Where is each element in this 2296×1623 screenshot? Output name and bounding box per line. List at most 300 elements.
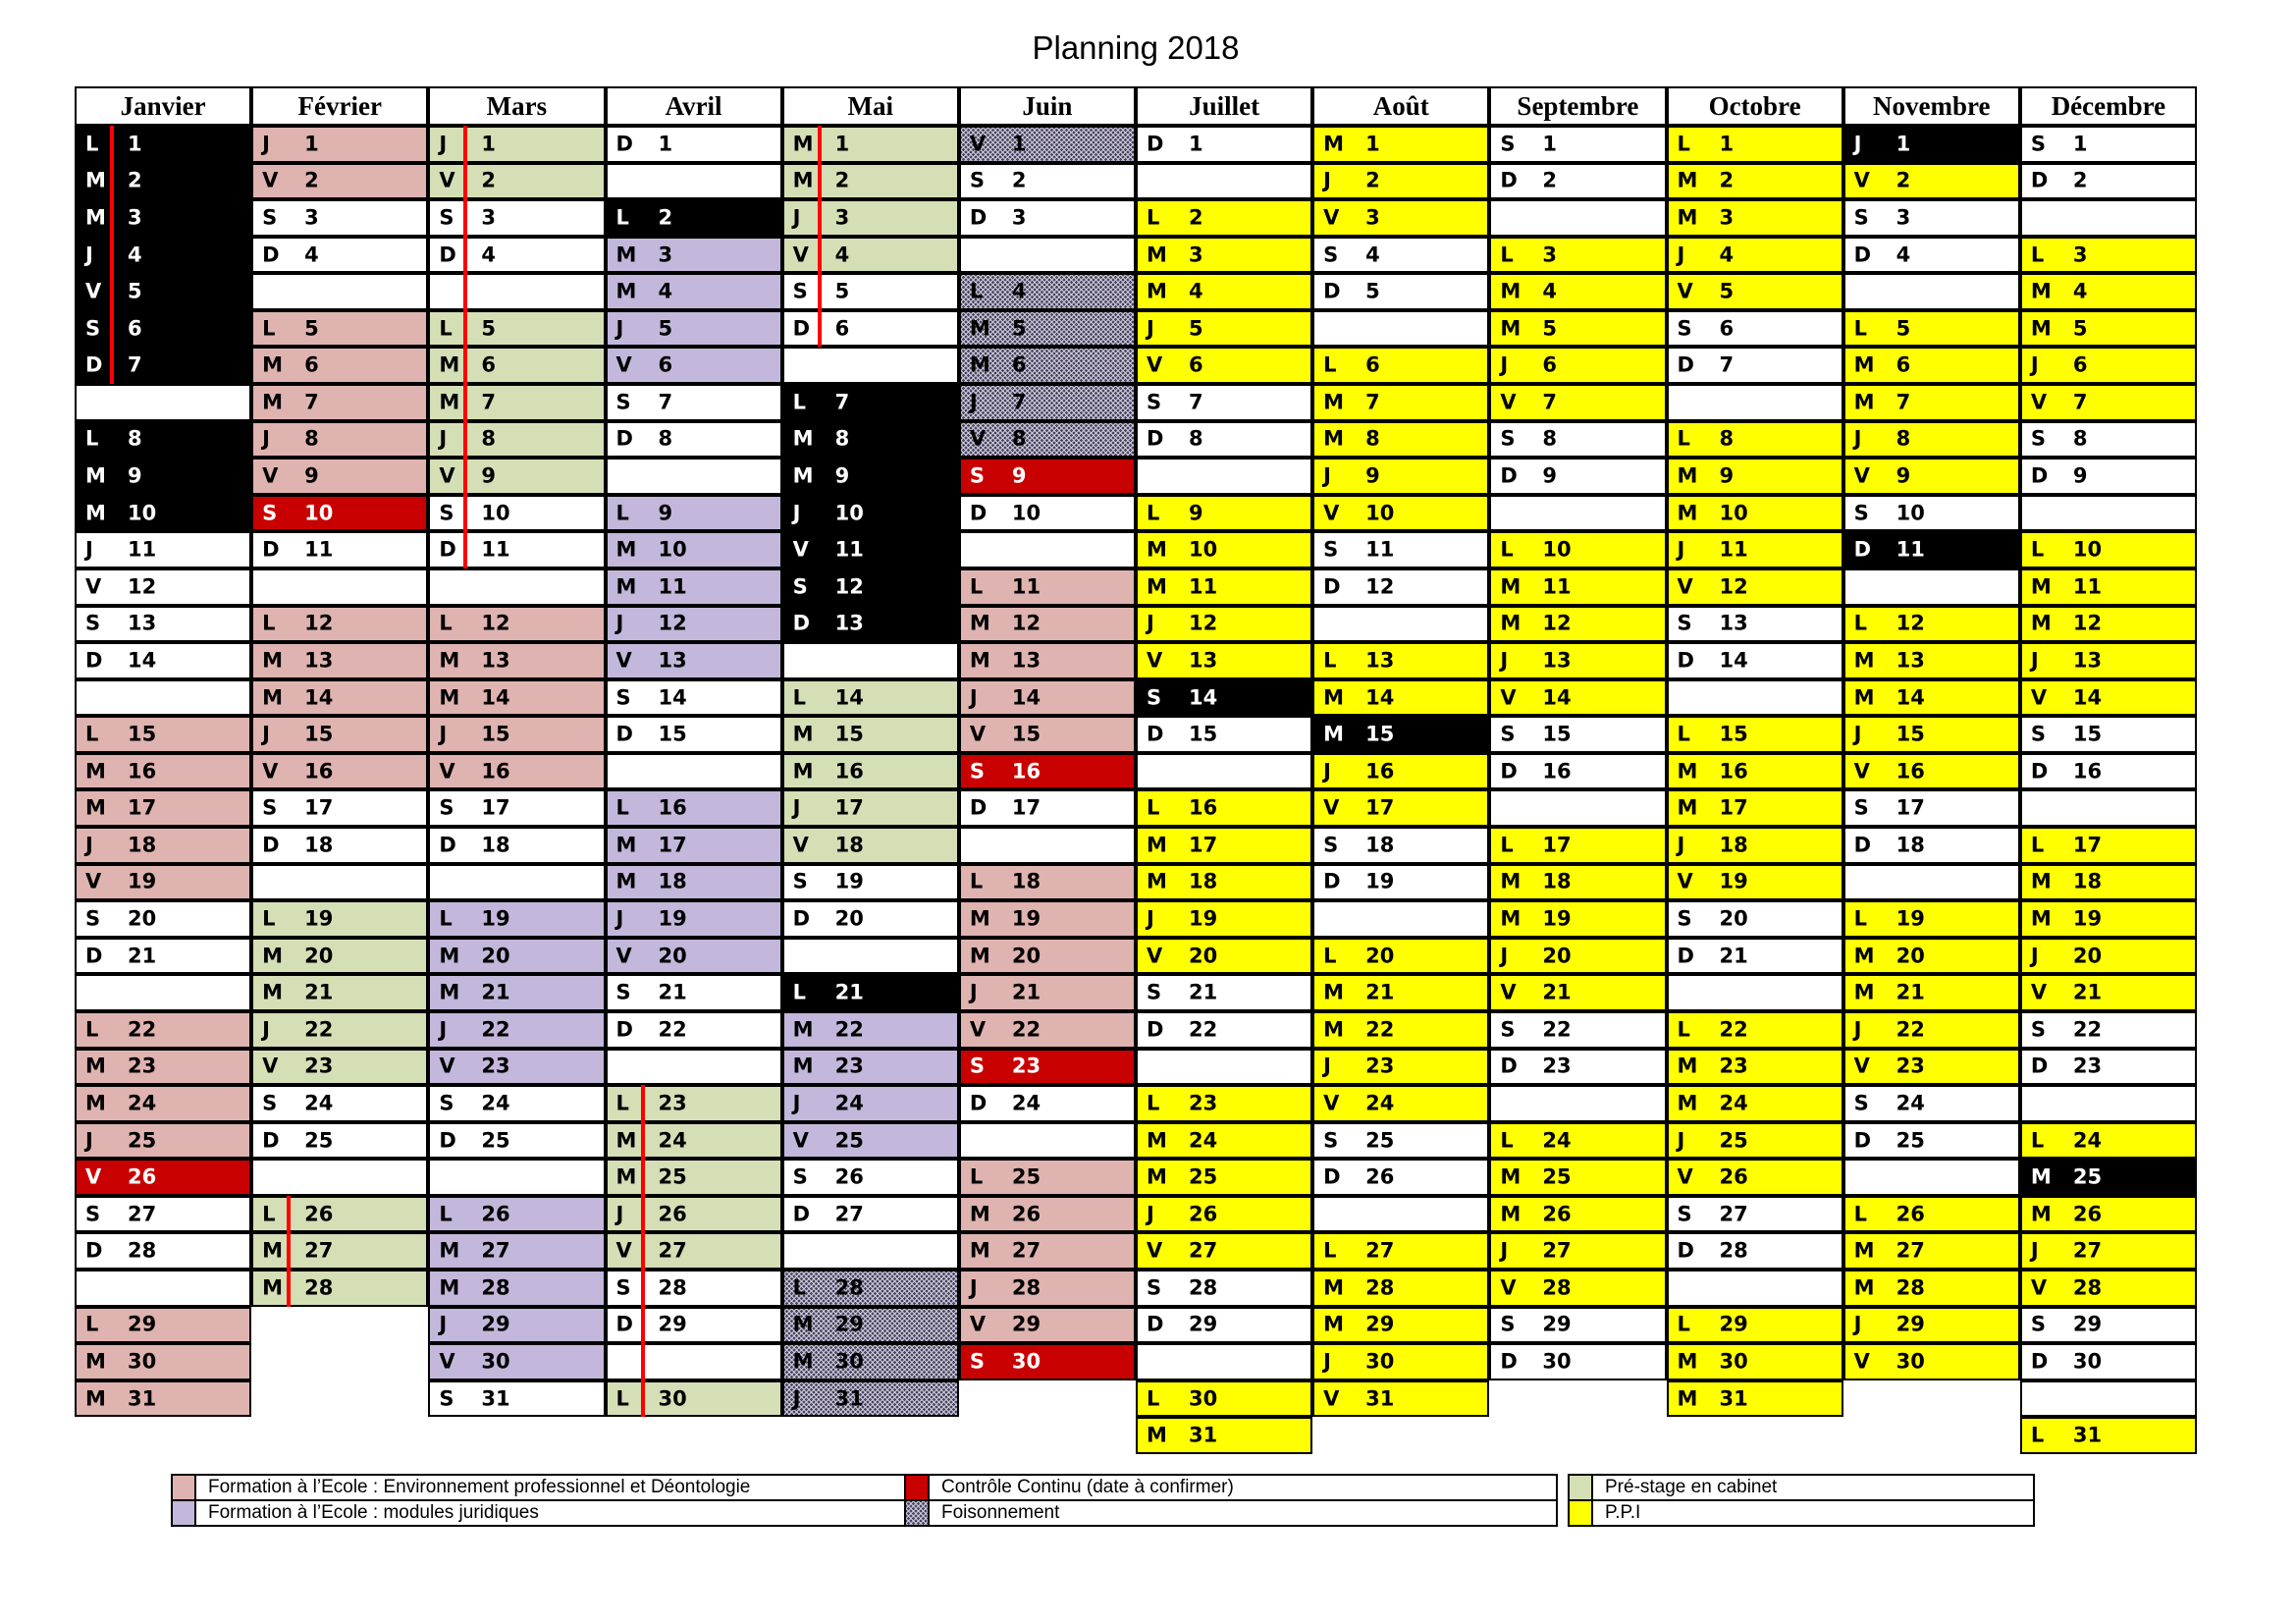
day-number: 12 (1189, 611, 1218, 635)
day-number: 2 (1896, 168, 1911, 192)
day-number: 4 (128, 243, 142, 267)
day-cell (1667, 458, 1843, 495)
day-letter: J (969, 685, 978, 710)
day-number: 25 (1542, 1164, 1572, 1189)
day-letter: J (792, 205, 801, 230)
day-cell (1843, 1307, 2020, 1344)
day-letter: V (1677, 1164, 1693, 1189)
day-cell (428, 1343, 605, 1380)
day-letter: M (615, 243, 637, 267)
day-number: 15 (128, 722, 157, 746)
day-number: 1 (1011, 132, 1027, 156)
day-letter: D (2030, 168, 2049, 192)
day-number: 13 (304, 648, 334, 673)
day-number: 3 (481, 205, 496, 230)
day-cell (1843, 1085, 2020, 1122)
day-number: 10 (128, 501, 157, 525)
day-letter: M (1323, 426, 1345, 451)
day-cell (606, 606, 782, 643)
day-number: 19 (1542, 906, 1572, 931)
day-letter: L (1853, 906, 1868, 931)
day-cell (75, 1196, 251, 1233)
day-cell (1136, 789, 1312, 827)
day-cell (1843, 495, 2020, 532)
day-cell (428, 606, 605, 643)
day-letter: M (1677, 501, 1698, 525)
day-letter: J (1853, 132, 1862, 156)
blank-cell (2020, 199, 2197, 237)
day-cell (959, 1343, 1136, 1380)
day-number: 20 (1189, 944, 1218, 968)
day-cell (75, 568, 251, 606)
day-cell (251, 199, 428, 237)
day-letter: M (1323, 1275, 1345, 1300)
day-letter: M (2030, 279, 2052, 303)
legend-group (171, 1474, 927, 1527)
red-period-line (463, 199, 467, 237)
day-letter: L (262, 316, 276, 341)
day-cell (1312, 974, 1489, 1011)
day-number: 18 (1542, 869, 1572, 893)
day-number: 12 (1896, 611, 1925, 635)
day-number: 4 (1189, 279, 1203, 303)
day-letter: M (969, 611, 990, 635)
day-letter: M (1500, 574, 1522, 599)
legend-swatch (171, 1499, 196, 1527)
day-number: 5 (1719, 279, 1735, 303)
day-letter: V (969, 1017, 987, 1042)
day-cell (1843, 679, 2020, 717)
red-period-line (818, 126, 822, 163)
day-number: 17 (304, 795, 334, 820)
day-cell (1843, 126, 2020, 163)
day-cell (606, 1270, 782, 1307)
day-cell (606, 384, 782, 421)
day-number: 1 (2072, 132, 2088, 156)
day-cell (1489, 1122, 1666, 1160)
day-number: 5 (128, 279, 142, 303)
day-cell (75, 642, 251, 679)
day-cell (1667, 126, 1843, 163)
day-cell (606, 273, 782, 310)
day-letter: D (262, 1128, 280, 1153)
day-letter: D (2030, 463, 2049, 488)
day-number: 27 (2072, 1238, 2103, 1263)
day-cell (959, 1085, 1136, 1122)
day-number: 29 (1896, 1312, 1925, 1336)
day-number: 21 (1011, 980, 1041, 1004)
day-letter: V (792, 1128, 809, 1153)
legend-label: Formation à l’Ecole : Environnement professionnel et Déontologie (194, 1474, 927, 1501)
day-letter: D (1677, 648, 1694, 673)
legend-swatch (904, 1474, 930, 1501)
day-number: 23 (1719, 1054, 1748, 1078)
red-period-line (641, 1085, 645, 1122)
day-cell (1136, 126, 1312, 163)
day-letter: L (1323, 1238, 1337, 1263)
day-letter: V (439, 1054, 455, 1078)
day-cell (782, 1270, 959, 1307)
day-number: 21 (1365, 980, 1395, 1004)
day-cell (1312, 1380, 1489, 1418)
day-cell (606, 237, 782, 274)
red-period-line (110, 199, 114, 237)
blank-cell (1312, 1196, 1489, 1233)
day-cell (1136, 1270, 1312, 1307)
day-cell (782, 606, 959, 643)
day-cell (606, 568, 782, 606)
day-number: 15 (2072, 722, 2103, 746)
day-cell (782, 1196, 959, 1233)
day-number: 29 (834, 1312, 864, 1336)
day-cell (1843, 716, 2020, 753)
day-number: 8 (1896, 426, 1911, 451)
day-number: 14 (128, 648, 157, 673)
day-number: 6 (1365, 352, 1380, 377)
day-cell (606, 1011, 782, 1049)
day-number: 6 (128, 316, 142, 341)
day-cell (2020, 1196, 2197, 1233)
day-letter: L (969, 869, 984, 893)
blank-cell (251, 568, 428, 606)
day-number: 16 (1542, 759, 1572, 784)
day-cell (75, 199, 251, 237)
day-number: 4 (304, 243, 319, 267)
day-cell (75, 1232, 251, 1270)
day-number: 3 (658, 243, 673, 267)
day-cell (2020, 1122, 2197, 1160)
day-letter: M (1677, 1349, 1698, 1374)
day-cell (428, 974, 605, 1011)
day-number: 9 (1542, 463, 1557, 488)
legend-swatch (1568, 1499, 1593, 1527)
day-cell (959, 1270, 1136, 1307)
day-number: 1 (481, 132, 496, 156)
day-cell (428, 1122, 605, 1160)
day-number: 18 (2072, 869, 2103, 893)
day-number: 8 (2072, 426, 2088, 451)
day-cell (1667, 827, 1843, 864)
day-letter: L (1323, 648, 1337, 673)
day-number: 28 (2072, 1275, 2103, 1300)
day-letter: M (615, 1128, 637, 1153)
day-letter: S (439, 795, 454, 820)
day-number: 24 (481, 1091, 510, 1115)
day-cell (959, 568, 1136, 606)
day-number: 8 (1011, 426, 1027, 451)
blank-cell (1489, 199, 1666, 237)
day-letter: V (85, 1164, 102, 1189)
day-cell (75, 237, 251, 274)
day-number: 18 (128, 833, 157, 857)
day-letter: S (1853, 1091, 1869, 1115)
day-number: 13 (481, 648, 510, 673)
day-letter: D (1147, 722, 1164, 746)
day-number: 21 (1896, 980, 1925, 1004)
day-cell (251, 458, 428, 495)
day-cell (959, 900, 1136, 938)
day-letter: L (1677, 426, 1690, 451)
day-number: 17 (2072, 833, 2103, 857)
day-letter: J (2030, 352, 2039, 377)
day-letter: V (1147, 1238, 1163, 1263)
blank-cell (606, 458, 782, 495)
day-number: 8 (304, 426, 319, 451)
day-number: 11 (1365, 537, 1395, 562)
day-letter: M (1323, 685, 1345, 710)
day-cell (75, 789, 251, 827)
day-cell (1667, 310, 1843, 348)
day-letter: M (1147, 1164, 1167, 1189)
day-letter: S (1323, 833, 1339, 857)
day-letter: J (1677, 537, 1685, 562)
day-letter: M (969, 648, 990, 673)
day-letter: D (85, 1238, 103, 1263)
day-number: 10 (1542, 537, 1572, 562)
blank-cell (75, 1270, 251, 1307)
day-number: 9 (2072, 463, 2088, 488)
day-number: 30 (1542, 1349, 1572, 1374)
day-letter: M (1853, 390, 1875, 414)
day-cell (959, 495, 1136, 532)
day-cell (428, 531, 605, 568)
blank-cell (606, 163, 782, 200)
day-cell (251, 753, 428, 790)
day-cell (959, 938, 1136, 975)
day-cell (1312, 716, 1489, 753)
day-cell (428, 347, 605, 384)
day-letter: D (1323, 869, 1341, 893)
day-cell (1136, 679, 1312, 717)
day-letter: D (439, 1128, 456, 1153)
day-letter: M (2030, 574, 2052, 599)
day-letter: M (1500, 279, 1522, 303)
day-letter: M (969, 316, 990, 341)
day-number: 16 (2072, 759, 2103, 784)
day-letter: S (2030, 426, 2046, 451)
day-number: 6 (1719, 316, 1735, 341)
day-cell (959, 1049, 1136, 1086)
day-cell (428, 642, 605, 679)
day-number: 24 (304, 1091, 334, 1115)
day-cell (1312, 1085, 1489, 1122)
day-cell (428, 421, 605, 459)
day-letter: M (1323, 390, 1345, 414)
day-letter: S (2030, 132, 2046, 156)
day-cell (1489, 384, 1666, 421)
day-letter: J (1500, 1238, 1509, 1263)
day-letter: S (1853, 205, 1869, 230)
day-cell (1312, 384, 1489, 421)
day-letter: M (1500, 906, 1522, 931)
day-number: 15 (481, 722, 510, 746)
day-letter: D (2030, 1349, 2049, 1374)
day-number: 23 (481, 1054, 510, 1078)
day-cell (1136, 938, 1312, 975)
day-cell (2020, 642, 2197, 679)
red-period-line (463, 495, 467, 532)
day-number: 10 (834, 501, 864, 525)
day-letter: L (1853, 611, 1868, 635)
day-cell (1136, 1085, 1312, 1122)
day-cell (251, 384, 428, 421)
day-number: 8 (834, 426, 850, 451)
day-cell (1667, 568, 1843, 606)
day-number: 1 (1189, 132, 1203, 156)
day-cell (959, 1196, 1136, 1233)
day-number: 7 (834, 390, 850, 414)
day-letter: V (439, 1349, 455, 1374)
day-letter: L (2030, 243, 2045, 267)
day-number: 7 (1365, 390, 1380, 414)
legend-label: Foisonnement (928, 1499, 1558, 1527)
day-cell (1667, 789, 1843, 827)
day-number: 31 (128, 1386, 157, 1411)
day-letter: M (615, 869, 637, 893)
day-cell (1843, 1343, 2020, 1380)
day-cell (1667, 1011, 1843, 1049)
day-number: 31 (1365, 1386, 1395, 1411)
day-number: 9 (304, 463, 319, 488)
day-number: 20 (2072, 944, 2103, 968)
day-number: 28 (1011, 1275, 1041, 1300)
day-letter: M (1147, 1128, 1167, 1153)
day-number: 16 (481, 759, 510, 784)
day-cell (959, 1011, 1136, 1049)
red-period-line (110, 310, 114, 348)
day-number: 15 (1542, 722, 1572, 746)
day-number: 26 (1011, 1202, 1041, 1226)
day-letter: L (85, 1312, 99, 1336)
day-number: 20 (128, 906, 157, 931)
day-letter: M (2030, 611, 2052, 635)
day-letter: D (792, 611, 811, 635)
red-period-line (463, 458, 467, 495)
day-letter: V (1500, 980, 1517, 1004)
day-number: 21 (304, 980, 334, 1004)
day-letter: S (1853, 795, 1869, 820)
day-cell (1489, 753, 1666, 790)
day-letter: J (2030, 648, 2039, 673)
day-cell (1136, 864, 1312, 901)
day-cell (1667, 1049, 1843, 1086)
day-number: 15 (658, 722, 687, 746)
day-letter: S (262, 1091, 278, 1115)
day-number: 25 (481, 1128, 510, 1153)
red-period-line (641, 1196, 645, 1233)
day-number: 4 (481, 243, 496, 267)
red-period-line (818, 199, 822, 237)
day-letter: S (439, 501, 454, 525)
day-letter: M (439, 390, 460, 414)
day-cell (1136, 716, 1312, 753)
day-number: 23 (128, 1054, 157, 1078)
day-number: 12 (658, 611, 687, 635)
blank-cell (1136, 753, 1312, 790)
day-number: 2 (304, 168, 319, 192)
day-number: 28 (481, 1275, 510, 1300)
day-cell (2020, 974, 2197, 1011)
day-cell (251, 789, 428, 827)
day-cell (782, 716, 959, 753)
day-letter: S (262, 205, 278, 230)
day-letter: L (262, 1202, 276, 1226)
day-letter: L (1147, 1386, 1160, 1411)
day-cell (782, 126, 959, 163)
day-letter: D (262, 537, 280, 562)
day-number: 8 (1719, 426, 1735, 451)
day-letter: S (85, 611, 101, 635)
day-letter: M (1853, 648, 1875, 673)
day-cell (782, 1343, 959, 1380)
month-header: Septembre (1489, 86, 1666, 126)
day-number: 24 (2072, 1128, 2103, 1153)
red-period-line (463, 163, 467, 200)
day-letter: L (1677, 722, 1690, 746)
day-letter: M (1853, 685, 1875, 710)
blank-cell (2020, 495, 2197, 532)
day-number: 4 (1542, 279, 1557, 303)
day-cell (1136, 1011, 1312, 1049)
day-letter: V (262, 1054, 279, 1078)
day-number: 11 (1896, 537, 1925, 562)
day-number: 9 (1719, 463, 1735, 488)
day-number: 5 (304, 316, 319, 341)
day-cell (1489, 237, 1666, 274)
day-number: 26 (304, 1202, 334, 1226)
day-number: 15 (834, 722, 864, 746)
day-cell (959, 347, 1136, 384)
blank-cell (959, 531, 1136, 568)
day-cell (1136, 1232, 1312, 1270)
blank-cell (428, 864, 605, 901)
day-letter: M (262, 1238, 284, 1263)
day-cell (1136, 1307, 1312, 1344)
day-cell (251, 421, 428, 459)
day-letter: V (262, 759, 279, 784)
day-number: 6 (658, 352, 673, 377)
day-letter: L (439, 1202, 453, 1226)
day-letter: D (1323, 1164, 1341, 1189)
day-letter: S (1500, 1017, 1516, 1042)
day-number: 20 (1011, 944, 1041, 968)
day-letter: M (1677, 759, 1698, 784)
day-cell (1136, 384, 1312, 421)
day-cell (1489, 1307, 1666, 1344)
day-cell (959, 864, 1136, 901)
day-cell (428, 237, 605, 274)
day-letter: J (615, 611, 624, 635)
day-number: 26 (2072, 1202, 2103, 1226)
day-cell (75, 1380, 251, 1418)
day-cell (428, 495, 605, 532)
day-letter: V (1853, 463, 1870, 488)
blank-cell (782, 642, 959, 679)
day-number: 8 (1365, 426, 1380, 451)
day-number: 15 (304, 722, 334, 746)
day-cell (428, 1085, 605, 1122)
day-number: 29 (2072, 1312, 2103, 1336)
day-cell (1667, 900, 1843, 938)
month-header: Décembre (2020, 86, 2197, 126)
day-number: 19 (1719, 869, 1748, 893)
day-cell (782, 568, 959, 606)
day-cell (606, 1159, 782, 1196)
day-cell (428, 126, 605, 163)
day-number: 14 (1896, 685, 1925, 710)
day-cell (1667, 642, 1843, 679)
day-number: 14 (304, 685, 334, 710)
